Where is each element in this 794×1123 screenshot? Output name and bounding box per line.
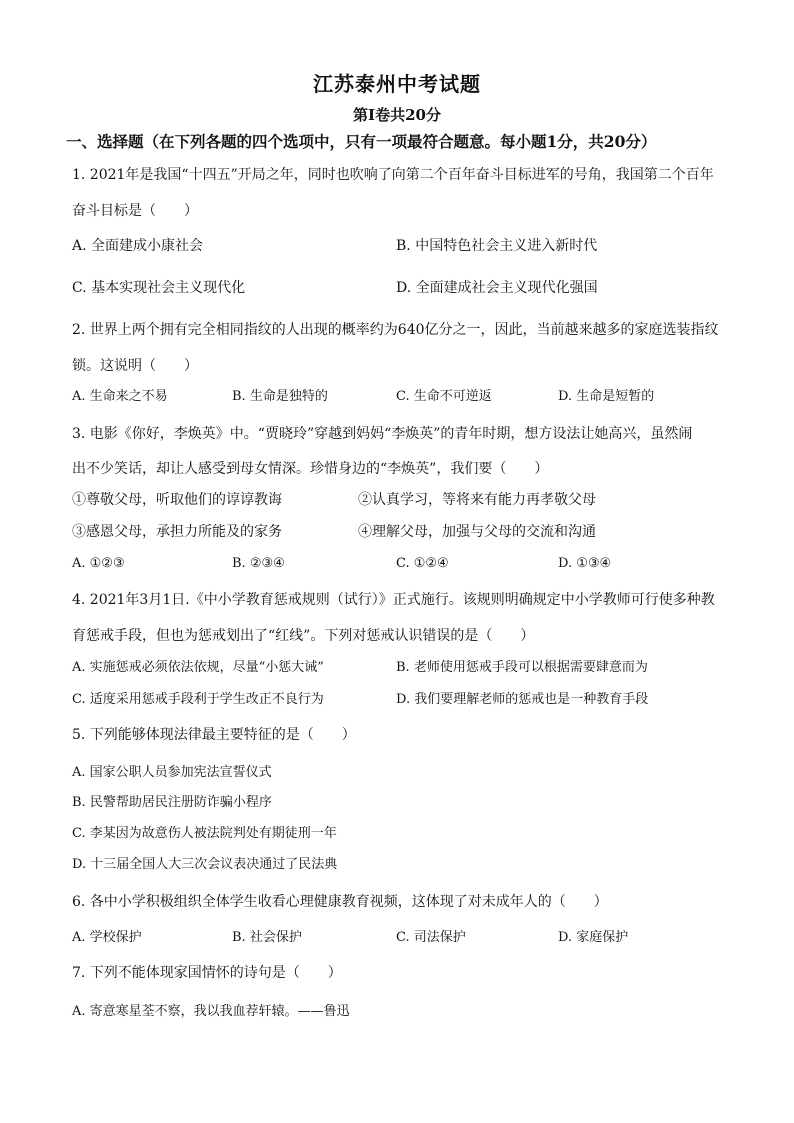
question-4-stem-line-1: 4. 2021年3月1日.《中小学教育惩戒规则（试行）》正式施行。该规则明确规定中小学教师可行使多种教 [72,592,715,608]
question-2-option-b: B. 生命是独特的 [232,389,328,404]
question-3-option-b: B. ②③④ [232,556,285,571]
question-6-option-c: C. 司法保护 [396,930,466,945]
question-7-option-a: A. 寄意寒星荃不察，我以我血荐轩辕。——鲁迅 [72,1004,350,1019]
question-6-option-b: B. 社会保护 [232,930,302,945]
question-3-option-c: C. ①②④ [396,556,449,571]
question-3-stem-line-2: 出不少笑话，却让人感受到母女情深。珍惜身边的“李焕英”，我们要（ ） [72,461,549,477]
question-1-option-a: A. 全面建成小康社会 [72,238,204,254]
exam-title: 江苏泰州中考试题 [313,72,481,96]
question-2-stem-line-1: 2. 世界上两个拥有完全相同指纹的人出现的概率约为640亿分之一，因此，当前越来越多的家庭选装指纹 [72,322,719,338]
question-3-stem-line-1: 3. 电影《你好，李焕英》中。“贾晓玲”穿越到妈妈“李焕英”的青年时期，想方设法让她高兴，虽然闹 [72,426,693,442]
question-4-option-c: C. 适度采用惩戒手段利于学生改正不良行为 [72,692,324,707]
question-4-option-b: B. 老师使用惩戒手段可以根据需要肆意而为 [396,660,648,675]
question-1-stem-line-2: 奋斗目标是（ ） [72,203,198,219]
question-5-option-a: A. 国家公职人员参加宪法宣誓仪式 [72,765,272,780]
question-1-option-b: B. 中国特色社会主义进入新时代 [396,238,598,254]
question-4-stem-line-2: 育惩戒手段，但也为惩戒划出了“红线”。下列对惩戒认识错误的是（ ） [72,628,535,644]
question-1-option-c: C. 基本实现社会主义现代化 [72,280,246,296]
question-5-option-b: B. 民警帮助居民注册防诈骗小程序 [72,795,272,810]
question-6-option-d: D. 家庭保护 [558,930,629,945]
question-2-stem-line-2: 锁。这说明（ ） [72,358,198,374]
question-4-option-d: D. 我们要理解老师的惩戒也是一种教育手段 [396,692,649,707]
question-3-option-a: A. ①②③ [72,556,125,571]
question-1-stem-line-1: 1. 2021年是我国“十四五”开局之年，同时也吹响了向第二个百年奋斗目标进军的号角，我国第二个百年 [72,167,714,183]
exam-subtitle: 第Ⅰ卷共20分 [353,106,441,124]
question-5-stem: 5. 下列能够体现法律最主要特征的是（ ） [72,727,356,743]
question-3-option-d: D. ①③④ [558,556,612,571]
question-4-option-a: A. 实施惩戒必须依法依规，尽量“小惩大诫” [72,660,324,675]
question-7-stem: 7. 下列不能体现家国情怀的诗句是（ ） [72,965,342,981]
question-5-option-d: D. 十三届全国人大三次会议表决通过了民法典 [72,857,338,872]
question-3-statement-2: ②认真学习，等将来有能力再孝敬父母 [358,492,596,508]
question-3-statement-3: ③感恩父母，承担力所能及的家务 [72,524,282,540]
question-3-statement-1: ①尊敬父母，听取他们的谆谆教诲 [72,492,282,508]
question-2-option-d: D. 生命是短暂的 [558,389,655,404]
question-6-stem: 6. 各中小学积极组织全体学生收看心理健康教育视频，这体现了对未成年人的（ ） [72,894,608,910]
question-3-statement-4: ④理解父母，加强与父母的交流和沟通 [358,524,596,540]
question-5-option-c: C. 李某因为故意伤人被法院判处有期徒刑一年 [72,826,337,841]
section-heading: 一、选择题（在下列各题的四个选项中，只有一项最符合题意。每小题1分，共20分） [66,132,657,151]
question-2-option-c: C. 生命不可逆返 [396,389,492,404]
question-2-option-a: A. 生命来之不易 [72,389,168,404]
question-6-option-a: A. 学校保护 [72,930,142,945]
question-1-option-d: D. 全面建成社会主义现代化强国 [396,280,598,296]
